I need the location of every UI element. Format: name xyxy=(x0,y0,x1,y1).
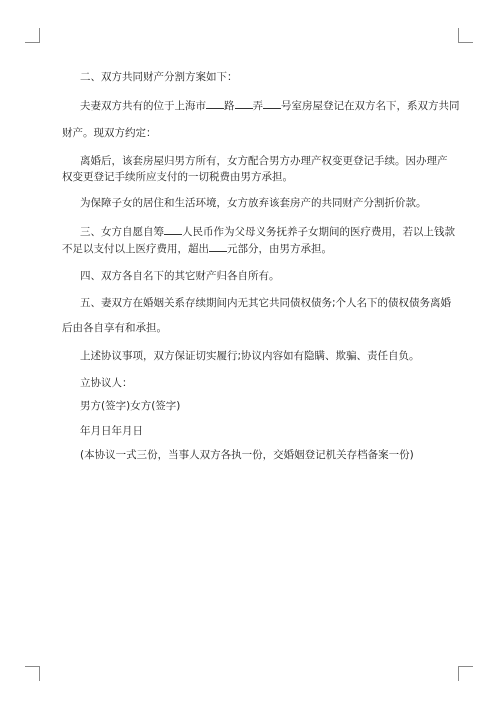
line-text: 五、妻双方在婚姻关系存续期间内无其它共同债权债务;个人名下的债权债务离婚 xyxy=(80,297,452,309)
section-3-line-1 xyxy=(80,224,455,239)
line-text: 后由各自享有和承担。 xyxy=(62,322,167,334)
section-4-line xyxy=(80,269,440,283)
blank-underline xyxy=(209,241,227,252)
line-text: 权变更登记手续所应支付的一切税费由男方承担。 xyxy=(62,171,293,183)
section-5-line-2 xyxy=(62,321,422,335)
line-text: 夫妻双方共有的位于上海市 xyxy=(80,100,206,112)
line-text: (本协议一式三份，当事人双方各执一份，交婚姻登记机关存档备案一份) xyxy=(80,449,414,461)
line-text: 不足以支付以上医疗费用，超出 xyxy=(62,243,209,255)
line-text: 二、双方共同财产分割方案如下： xyxy=(80,71,238,83)
parties-label xyxy=(80,376,440,390)
line-text: 男方(签字)女方(签字) xyxy=(80,400,181,412)
copies-note xyxy=(80,448,440,462)
blank-underline xyxy=(206,98,224,109)
guarantee-line xyxy=(80,349,440,363)
blank-underline xyxy=(164,224,182,235)
line-text: 立协议人： xyxy=(80,377,133,389)
property-location-line xyxy=(80,98,460,113)
children-living-line xyxy=(80,196,440,210)
line-text: 弄 xyxy=(252,100,263,112)
line-text: 号室房屋登记在双方名下，系双方共同 xyxy=(281,100,460,112)
house-ownership-line-2 xyxy=(62,170,422,184)
blank-underline xyxy=(263,98,281,109)
line-text: 路 xyxy=(224,100,235,112)
section-3-line-2 xyxy=(62,241,422,256)
line-text: 人民币作为父母义务抚养子女期间的医疗费用，若以上钱款 xyxy=(182,226,455,238)
section-2-heading xyxy=(80,70,440,84)
date-line xyxy=(80,424,440,438)
line-text: 财产。现双方约定： xyxy=(62,127,157,139)
line-text: 离婚后，该套房屋归男方所有，女方配合男方办理产权变更登记手续。因办理产 xyxy=(80,155,448,167)
line-text: 上述协议事项，双方保证切实履行;协议内容如有隐瞒、欺骗、责任自负。 xyxy=(80,350,420,362)
line-text: 元部分，由男方承担。 xyxy=(227,243,332,255)
line-text: 三、女方自愿自筹 xyxy=(80,226,164,238)
line-text: 年月日年月日 xyxy=(80,425,143,437)
signature-line xyxy=(80,399,440,413)
blank-underline xyxy=(235,98,253,109)
property-agreement-line xyxy=(62,126,422,140)
line-text: 四、双方各自名下的其它财产归各自所有。 xyxy=(80,270,280,282)
house-ownership-line-1 xyxy=(80,154,448,168)
section-5-line-1 xyxy=(80,296,452,310)
line-text: 为保障子女的居住和生活环境，女方放弃该套房产的共同财产分割折价款。 xyxy=(80,197,427,209)
